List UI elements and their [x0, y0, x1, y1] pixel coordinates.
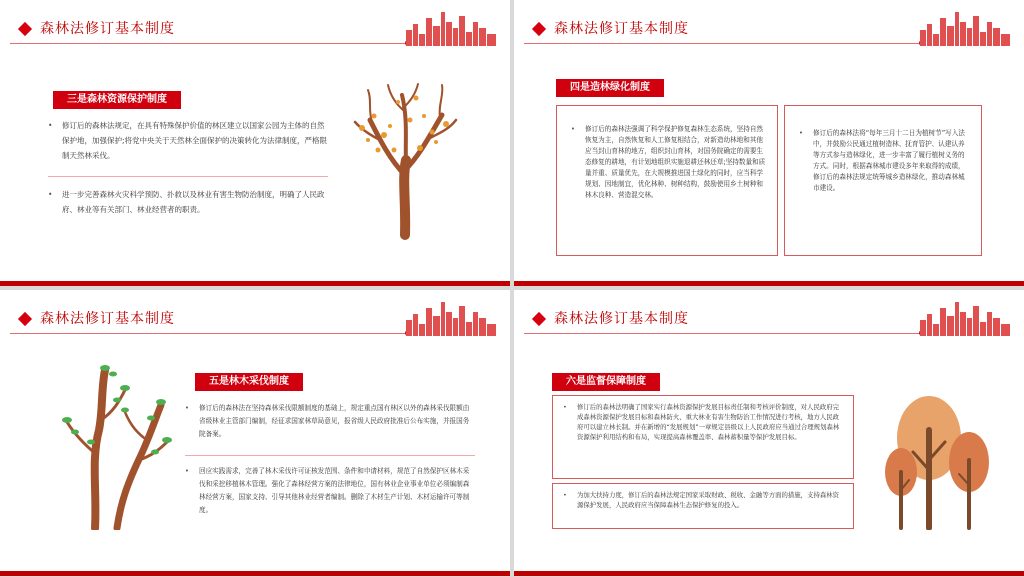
slide-4[interactable]: [514, 290, 1024, 576]
content-box: [552, 483, 854, 529]
title-underline: [10, 333, 408, 334]
title-diamond-icon: [18, 312, 32, 326]
bullet-item: • 修订后的森林法在坚持森林采伐限额制度的基础上，规定重点国有林区以外的森林采伐限额由省级林业主管部门编制，经征求国家林草局意见，报省级人民政府批准后公布实施，并报国务院备案。: [185, 402, 475, 441]
city-skyline-icon: [920, 298, 1010, 336]
bullet-list: [48, 187, 328, 217]
slide-1[interactable]: [0, 0, 510, 286]
bullet-item: • 为加大扶持力度，修订后的森林法规定国家采取财政、税收、金融等方面的措施，支持森林资源保护发展，人民政府应当保障森林生态保护修复的投入。: [563, 490, 845, 510]
city-skyline-icon: [406, 8, 496, 46]
slide-title: 森林法修订基本制度: [40, 311, 175, 327]
title-underline: [524, 43, 922, 44]
bullet-list: [185, 465, 475, 517]
city-skyline-icon: [406, 298, 496, 336]
bullet-item: • 进一步完善森林火灾科学预防、扑救以及林业有害生物防治制度，明确了人民政府、林业等有关部门、林业经营者的职责。: [48, 187, 328, 217]
autumn-tree-icon: [350, 80, 460, 240]
title-diamond-icon: [532, 312, 546, 326]
content-box: [784, 105, 982, 256]
bullet-divider: [48, 176, 328, 177]
bullet-list: [48, 118, 328, 163]
bullet-item: • 修订后的森林法规定，在具有特殊保护价值的林区建立以国家公园为主体的自然保护地，加强保护;将党中央关于天然林全面保护的决策转化为法律制度，严格限制天然林采伐。: [48, 118, 328, 163]
bullet-item: • 回应实践需求，完善了林木采伐许可证核发范围、条件和申请材料，规范了自然保护区林木采伐和采挖移植林木管理。强化了森林经营方案的法律地位，国有林业企业事业单位必须编制森林经营方案，国家支持、引导其他林业经营者编制。删除了木材生产计划、木材运输许可等制度。: [185, 465, 475, 517]
bottom-bar: [0, 281, 510, 286]
slide-title: 森林法修订基本制度: [40, 21, 175, 37]
content-box: [552, 395, 854, 479]
orange-trees-icon: [879, 390, 991, 530]
content-box: [556, 105, 778, 256]
slide-3[interactable]: [0, 290, 510, 576]
section-tag: 三是森林资源保护制度: [53, 91, 181, 109]
slide-title: 森林法修订基本制度: [554, 21, 689, 37]
slide-title: 森林法修订基本制度: [554, 311, 689, 327]
slide-2[interactable]: [514, 0, 1024, 286]
title-diamond-icon: [532, 22, 546, 36]
title-underline: [524, 333, 922, 334]
bottom-bar: [514, 571, 1024, 576]
section-tag: 五是林木采伐制度: [195, 373, 303, 391]
bottom-bar: [0, 571, 510, 576]
title-underline: [10, 43, 408, 44]
bullet-list: [185, 402, 475, 441]
bullet-divider: [185, 455, 475, 456]
bullet-item: • 修订后的森林法将“每年三月十二日为植树节”写入法中，并鼓励公民通过植树造林、抚育管护、认建认养等方式参与造林绿化，进一步丰富了履行植树义务的方式。同时，根据森林城市建设多年来取得的成绩，修订后的森林法规定统筹城乡造林绿化，推动森林城市建设。: [799, 128, 971, 194]
section-tag: 四是造林绿化制度: [556, 79, 664, 97]
section-tag: 六是监督保障制度: [552, 373, 660, 391]
title-diamond-icon: [18, 22, 32, 36]
green-tree-icon: [55, 360, 175, 530]
city-skyline-icon: [920, 8, 1010, 46]
bottom-bar: [514, 281, 1024, 286]
bullet-item: • 修订后的森林法明确了国家实行森林资源保护发展目标责任制和考核评价制度，对人民政府完成森林资源保护发展目标和森林防火、重大林业有害生物防治工作情况进行考核，地方人民政府可以建立林长制。并在新增的“发展规划”一章规定县级以上人民政府应当通过合理规划森林资源保护利用结构和布局，实现提高森林覆盖率、森林蓄积量等保护发展目标。: [563, 402, 845, 442]
bullet-item: • 修订后的森林法强调了科学保护修复森林生态系统，坚持自然恢复为主，自然恢复和人工修复相结合，对新造幼林地和其他应当封山育林的地方，组织封山育林，对国务院确定的需要生态修复的耕地，有计划地组织实施退耕还林还草;坚持数量和质量并重、质量优先，在大规模推进国土绿化的同时，应当科学规划、因地制宜，优化林种、树种结构，鼓励使用乡土树种和林木良种、营造混交林。: [571, 124, 767, 201]
